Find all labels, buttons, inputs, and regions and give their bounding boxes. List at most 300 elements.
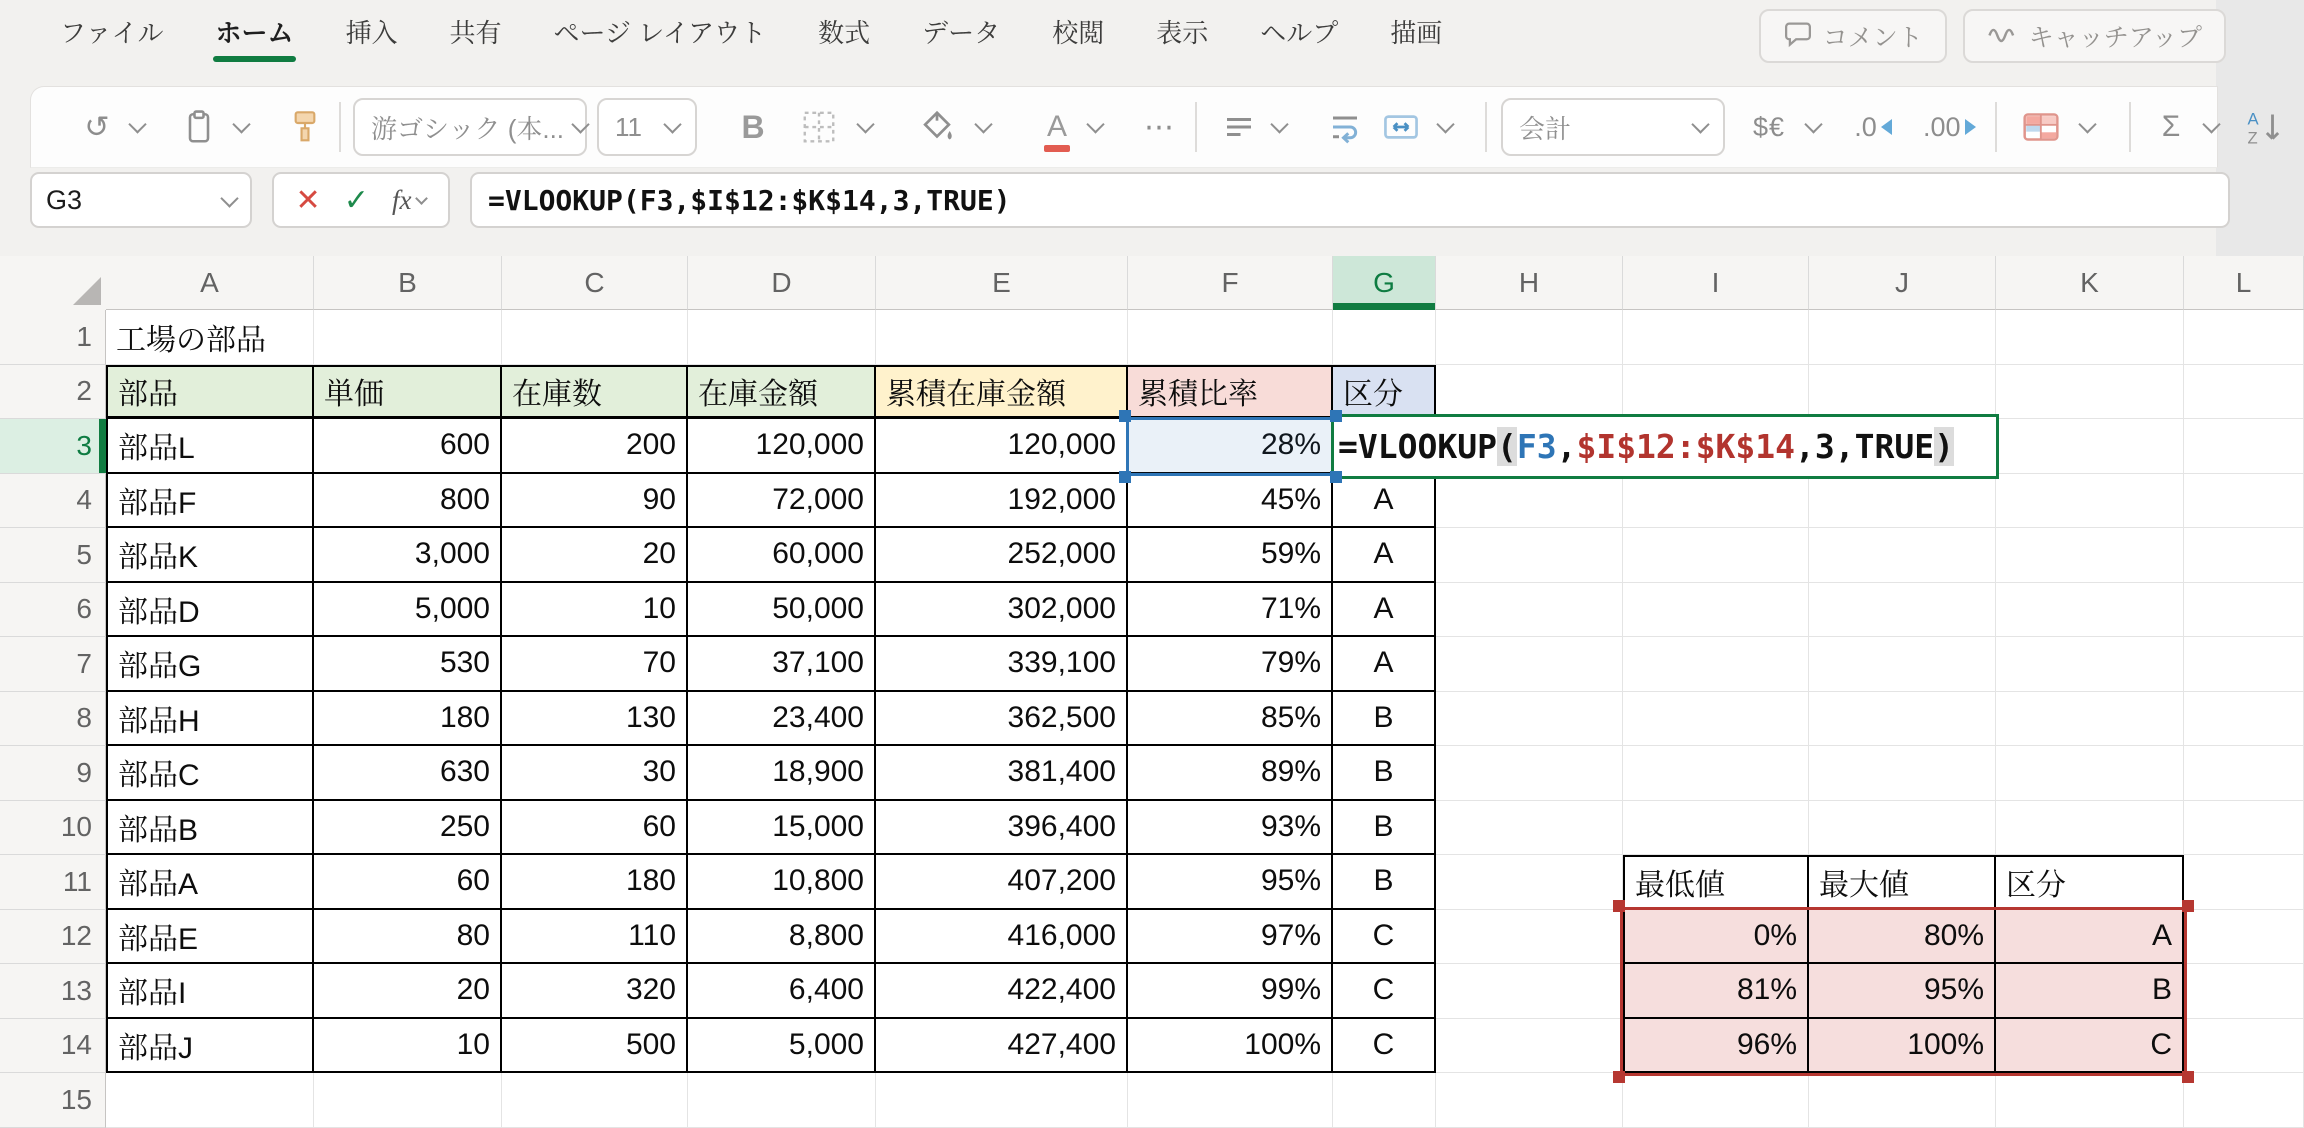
cell-H13[interactable] [1436, 964, 1623, 1019]
menu-tab-item[interactable]: 共有 [449, 18, 502, 48]
cell-L13[interactable] [2184, 964, 2304, 1019]
chevron-down-icon[interactable] [232, 115, 250, 133]
column-header-F[interactable]: F [1128, 256, 1333, 310]
column-header-I[interactable]: I [1623, 256, 1809, 310]
cell-K3[interactable] [1996, 419, 2184, 474]
table-cell-E12[interactable]: 416,000 [876, 910, 1128, 965]
table-cell-G4[interactable]: A [1333, 474, 1436, 529]
column-header-G[interactable]: G [1333, 256, 1436, 310]
table-cell-E14[interactable]: 427,400 [876, 1019, 1128, 1074]
conditional-formatting-button[interactable] [2019, 100, 2063, 154]
cell-H15[interactable] [1436, 1073, 1623, 1128]
table-cell-C5[interactable]: 20 [502, 528, 688, 583]
row-header-3[interactable]: 3 [0, 419, 106, 474]
table-cell-F3[interactable]: 28% [1128, 419, 1333, 474]
table-cell-G8[interactable]: B [1333, 692, 1436, 747]
table-cell-D3[interactable]: 120,000 [688, 419, 876, 474]
table-cell-D11[interactable]: 10,800 [688, 855, 876, 910]
table-cell-A10[interactable]: 部品B [106, 801, 314, 856]
menu-tab-item[interactable]: ヘルプ [1260, 18, 1339, 48]
sort-filter-button[interactable] [2243, 100, 2287, 154]
sheet-grid [0, 256, 2252, 1115]
table-cell-F4[interactable]: 45% [1128, 474, 1333, 529]
table-cell-G13[interactable]: C [1333, 964, 1436, 1019]
table-header-G2[interactable]: 区分 [1333, 365, 1436, 420]
cell-L7[interactable] [2184, 637, 2304, 692]
cell-K2[interactable] [1996, 365, 2184, 420]
table-cell-C11[interactable]: 180 [502, 855, 688, 910]
cell-H1[interactable] [1436, 310, 1623, 365]
font-color-button[interactable]: A [1035, 100, 1079, 154]
menu-tab-active[interactable]: ホーム [189, 0, 319, 66]
table-cell-C7[interactable]: 70 [502, 637, 688, 692]
cell-I4[interactable] [1623, 474, 1809, 529]
comment-bubble-icon [1783, 18, 1813, 55]
number-format-select-value: 会計 [1519, 113, 1572, 144]
cell-D15[interactable] [688, 1073, 876, 1128]
font-name-select[interactable] [353, 98, 587, 156]
row-header-8[interactable]: 8 [0, 692, 106, 747]
column-header-E[interactable]: E [876, 256, 1128, 310]
menu-tab-item[interactable]: ファイル [60, 18, 164, 48]
table-cell-F8[interactable]: 85% [1128, 692, 1333, 747]
table-cell-F6[interactable]: 71% [1128, 583, 1333, 638]
lookup-cell-J14[interactable]: 100% [1809, 1019, 1996, 1074]
increase-decimal-button[interactable]: .0 [1851, 100, 1895, 154]
table-cell-G14[interactable]: C [1333, 1019, 1436, 1074]
cell-H14[interactable] [1436, 1019, 1623, 1074]
cell-H4[interactable] [1436, 474, 1623, 529]
number-format-select[interactable] [1501, 98, 1725, 156]
chevron-down-icon[interactable] [974, 115, 992, 133]
borders-icon [800, 108, 838, 146]
cell-A15[interactable] [106, 1073, 314, 1128]
cell-H11[interactable] [1436, 855, 1623, 910]
painter-icon [289, 108, 321, 146]
table-cell-E9[interactable]: 381,400 [876, 746, 1128, 801]
cell-H2[interactable] [1436, 365, 1623, 420]
table-cell-A5[interactable]: 部品K [106, 528, 314, 583]
table-cell-A14[interactable]: 部品J [106, 1019, 314, 1074]
formula-text: =VLOOKUP(F3,$I$12:$K$14,3,TRUE) [488, 183, 1011, 217]
chevron-down-icon[interactable] [128, 115, 146, 133]
cell-L5[interactable] [2184, 528, 2304, 583]
formula-segment: , [1556, 426, 1577, 466]
divider-2 [1195, 102, 1197, 152]
formula-segment: $I$12:$K$14 [1576, 426, 1795, 466]
ref-handle[interactable] [1119, 471, 1131, 483]
cell-K5[interactable] [1996, 528, 2184, 583]
ref-handle[interactable] [1330, 410, 1342, 422]
cell-D1[interactable] [688, 310, 876, 365]
lookup-cell-K12[interactable]: A [1996, 910, 2184, 965]
enter-button[interactable]: ✓ [343, 183, 369, 217]
cell-I1[interactable] [1623, 310, 1809, 365]
cell-F1[interactable] [1128, 310, 1333, 365]
column-header-B[interactable]: B [314, 256, 502, 310]
formula-input[interactable] [470, 172, 2230, 228]
formula-bar [0, 172, 2216, 234]
cell-B15[interactable] [314, 1073, 502, 1128]
formula-segment: ) [1934, 426, 1954, 466]
lookup-header-I11[interactable]: 最低値 [1623, 855, 1809, 910]
lookup-cell-K14[interactable]: C [1996, 1019, 2184, 1074]
table-cell-B10[interactable]: 250 [314, 801, 502, 856]
cell-E15[interactable] [876, 1073, 1128, 1128]
table-cell-A11[interactable]: 部品A [106, 855, 314, 910]
formula-ref-highlight-F3[interactable] [1126, 417, 1335, 476]
table-cell-B8[interactable]: 180 [314, 692, 502, 747]
lookup-cell-I13[interactable]: 81% [1623, 964, 1809, 1019]
table-cell-A6[interactable]: 部品D [106, 583, 314, 638]
table-cell-A3[interactable]: 部品L [106, 419, 314, 474]
cell-I5[interactable] [1623, 528, 1809, 583]
undo-button[interactable]: ↺ [84, 110, 110, 144]
autosum-button[interactable]: Σ [2161, 110, 2181, 143]
table-cell-G7[interactable]: A [1333, 637, 1436, 692]
menu-tab-item[interactable]: データ [922, 18, 1001, 48]
cell-L9[interactable] [2184, 746, 2304, 801]
cell-L8[interactable] [2184, 692, 2304, 747]
lookup-cell-K13[interactable]: B [1996, 964, 2184, 1019]
wrap-icon [1327, 109, 1363, 145]
table-cell-C9[interactable]: 30 [502, 746, 688, 801]
font-color-bar [1044, 145, 1070, 152]
chevron-down-icon[interactable] [1270, 115, 1288, 133]
table-cell-B11[interactable]: 60 [314, 855, 502, 910]
chevron-down-icon[interactable] [1086, 115, 1104, 133]
table-cell-E6[interactable]: 302,000 [876, 583, 1128, 638]
row-header-12[interactable]: 12 [0, 910, 106, 965]
cell-I8[interactable] [1623, 692, 1809, 747]
wrap-text-button[interactable] [1323, 100, 1367, 154]
table-cell-F14[interactable]: 100% [1128, 1019, 1333, 1074]
chevron-down-icon [1691, 115, 1709, 133]
chevron-down-icon[interactable] [856, 115, 874, 133]
table-cell-D13[interactable]: 6,400 [688, 964, 876, 1019]
row-header-14[interactable]: 14 [0, 1019, 106, 1074]
table-header-E2[interactable]: 累積在庫金額 [876, 365, 1128, 420]
cell-L12[interactable] [2184, 910, 2304, 965]
table-cell-F12[interactable]: 97% [1128, 910, 1333, 965]
row-header-5[interactable]: 5 [0, 528, 106, 583]
table-cell-D5[interactable]: 60,000 [688, 528, 876, 583]
cell-L4[interactable] [2184, 474, 2304, 529]
merge-center-button[interactable] [1379, 100, 1423, 154]
cell-I2[interactable] [1623, 365, 1809, 420]
lookup-cell-J13[interactable]: 95% [1809, 964, 1996, 1019]
range-handle[interactable] [1613, 1071, 1625, 1083]
range-handle[interactable] [1613, 900, 1625, 912]
table-cell-D8[interactable]: 23,400 [688, 692, 876, 747]
table-cell-D7[interactable]: 37,100 [688, 637, 876, 692]
table-cell-A8[interactable]: 部品H [106, 692, 314, 747]
table-cell-D4[interactable]: 72,000 [688, 474, 876, 529]
table-cell-G9[interactable]: B [1333, 746, 1436, 801]
cell-K7[interactable] [1996, 637, 2184, 692]
cell-G15[interactable] [1333, 1073, 1436, 1128]
row-header-11[interactable]: 11 [0, 855, 106, 910]
table-cell-B7[interactable]: 530 [314, 637, 502, 692]
column-header-D[interactable]: D [688, 256, 876, 310]
menu-tab-item[interactable]: 表示 [1156, 18, 1209, 48]
table-cell-G6[interactable]: A [1333, 583, 1436, 638]
table-cell-F5[interactable]: 59% [1128, 528, 1333, 583]
table-cell-G5[interactable]: A [1333, 528, 1436, 583]
row-header-9[interactable]: 9 [0, 746, 106, 801]
table-cell-E3[interactable]: 120,000 [876, 419, 1128, 474]
svg-text:Z: Z [2247, 128, 2258, 148]
cell-H8[interactable] [1436, 692, 1623, 747]
cell-C15[interactable] [502, 1073, 688, 1128]
ref-handle[interactable] [1119, 410, 1131, 422]
row-header-4[interactable]: 4 [0, 474, 106, 529]
lookup-cell-J12[interactable]: 80% [1809, 910, 1996, 965]
table-cell-G12[interactable]: C [1333, 910, 1436, 965]
column-header-L[interactable]: L [2184, 256, 2304, 310]
column-header-K[interactable]: K [1996, 256, 2184, 310]
row-header-1[interactable]: 1 [0, 310, 106, 365]
table-cell-F10[interactable]: 93% [1128, 801, 1333, 856]
more-font-options-button[interactable]: ⋯ [1144, 110, 1174, 144]
table-header-A2[interactable]: 部品 [106, 365, 314, 420]
comments-button[interactable] [1759, 9, 1947, 63]
table-cell-A9[interactable]: 部品C [106, 746, 314, 801]
table-cell-B3[interactable]: 600 [314, 419, 502, 474]
cell-H9[interactable] [1436, 746, 1623, 801]
cell-I15[interactable] [1623, 1073, 1809, 1128]
cell-I9[interactable] [1623, 746, 1809, 801]
table-cell-C4[interactable]: 90 [502, 474, 688, 529]
font-name-select-value: 游ゴシック (本... [371, 113, 565, 144]
table-cell-E5[interactable]: 252,000 [876, 528, 1128, 583]
row-header-7[interactable]: 7 [0, 637, 106, 692]
menu-tab-item[interactable]: 数式 [818, 18, 871, 48]
cell-K15[interactable] [1996, 1073, 2184, 1128]
table-cell-E10[interactable]: 396,400 [876, 801, 1128, 856]
chevron-down-icon[interactable] [2202, 115, 2220, 133]
cell-H7[interactable] [1436, 637, 1623, 692]
table-cell-C8[interactable]: 130 [502, 692, 688, 747]
cell-J2[interactable] [1809, 365, 1996, 420]
font-size-select-value: 11 [615, 111, 642, 142]
row-header-13[interactable]: 13 [0, 964, 106, 1019]
chevron-down-icon [571, 115, 589, 133]
cell-J6[interactable] [1809, 583, 1996, 638]
table-cell-C3[interactable]: 200 [502, 419, 688, 474]
range-handle[interactable] [2182, 1071, 2194, 1083]
condfmt-icon [2020, 108, 2062, 146]
table-cell-E4[interactable]: 192,000 [876, 474, 1128, 529]
comments-button-label: コメント [1822, 24, 1923, 52]
cell-H6[interactable] [1436, 583, 1623, 638]
table-cell-B13[interactable]: 20 [314, 964, 502, 1019]
borders-button[interactable] [797, 100, 841, 154]
table-cell-E11[interactable]: 407,200 [876, 855, 1128, 910]
divider-4 [1995, 102, 1997, 152]
cell-L10[interactable] [2184, 801, 2304, 856]
cell-I10[interactable] [1623, 801, 1809, 856]
column-header-A[interactable]: A [106, 256, 314, 310]
align-button[interactable] [1217, 100, 1261, 154]
row-header-6[interactable]: 6 [0, 583, 106, 638]
catchup-wave-icon [1987, 19, 2019, 54]
table-cell-D14[interactable]: 5,000 [688, 1019, 876, 1074]
select-all-corner[interactable] [0, 256, 107, 311]
table-header-D2[interactable]: 在庫金額 [688, 365, 876, 420]
decimal-arrow-icon [1965, 119, 1976, 135]
sheet-title-cell[interactable]: 工場の部品 [116, 324, 266, 358]
table-cell-B6[interactable]: 5,000 [314, 583, 502, 638]
cell-J10[interactable] [1809, 801, 1996, 856]
cell-H5[interactable] [1436, 528, 1623, 583]
table-cell-F11[interactable]: 95% [1128, 855, 1333, 910]
chevron-down-icon [220, 189, 238, 207]
cell-J4[interactable] [1809, 474, 1996, 529]
table-cell-E13[interactable]: 422,400 [876, 964, 1128, 1019]
merge-icon [1381, 109, 1421, 145]
cell-K6[interactable] [1996, 583, 2184, 638]
cell-L15[interactable] [2184, 1073, 2304, 1128]
table-cell-F13[interactable]: 99% [1128, 964, 1333, 1019]
table-cell-A13[interactable]: 部品I [106, 964, 314, 1019]
table-cell-B5[interactable]: 3,000 [314, 528, 502, 583]
table-cell-B12[interactable]: 80 [314, 910, 502, 965]
cell-L11[interactable] [2184, 855, 2304, 910]
cell-J7[interactable] [1809, 637, 1996, 692]
table-cell-C14[interactable]: 500 [502, 1019, 688, 1074]
catchup-button-label: キャッチアップ [2028, 24, 2202, 52]
decimal-arrow-icon [1881, 119, 1892, 135]
table-cell-G11[interactable]: B [1333, 855, 1436, 910]
cell-L2[interactable] [2184, 365, 2304, 420]
formula-segment: ,3,TRUE [1795, 426, 1935, 466]
table-cell-C12[interactable]: 110 [502, 910, 688, 965]
cell-L6[interactable] [2184, 583, 2304, 638]
cell-J5[interactable] [1809, 528, 1996, 583]
formula-segment: ( [1496, 426, 1517, 466]
table-header-B2[interactable]: 単価 [314, 365, 502, 420]
table-cell-B9[interactable]: 630 [314, 746, 502, 801]
cell-G1[interactable] [1333, 310, 1436, 365]
font-size-select[interactable] [597, 98, 697, 156]
table-cell-D9[interactable]: 18,900 [688, 746, 876, 801]
decrease-decimal-button[interactable]: .00 [1923, 100, 1976, 154]
paste-button[interactable] [177, 100, 221, 154]
cell-J8[interactable] [1809, 692, 1996, 747]
formula-range-highlight-I12-K14[interactable] [1620, 907, 2187, 1077]
currency-format-button[interactable]: $€ [1752, 111, 1786, 142]
table-cell-D10[interactable]: 15,000 [688, 801, 876, 856]
table-cell-D6[interactable]: 50,000 [688, 583, 876, 638]
name-box[interactable] [30, 172, 252, 228]
table-cell-C6[interactable]: 10 [502, 583, 688, 638]
catchup-button[interactable] [1963, 9, 2226, 63]
menu-right-buttons [1759, 9, 2226, 63]
table-cell-F9[interactable]: 89% [1128, 746, 1333, 801]
row-header-15[interactable]: 15 [0, 1073, 106, 1128]
table-cell-D12[interactable]: 8,800 [688, 910, 876, 965]
lookup-cell-I14[interactable]: 96% [1623, 1019, 1809, 1074]
column-header-C[interactable]: C [502, 256, 688, 310]
align-icon [1221, 109, 1257, 145]
cell-H12[interactable] [1436, 910, 1623, 965]
chevron-down-icon[interactable] [1804, 115, 1822, 133]
table-cell-A4[interactable]: 部品F [106, 474, 314, 529]
fx-icon: fx [391, 184, 412, 215]
bold-button[interactable]: B [741, 108, 765, 145]
column-header-H[interactable]: H [1436, 256, 1623, 310]
row-header-10[interactable]: 10 [0, 801, 106, 856]
cell-K8[interactable] [1996, 692, 2184, 747]
table-header-C2[interactable]: 在庫数 [502, 365, 688, 420]
format-painter-button[interactable] [283, 100, 327, 154]
cell-J9[interactable] [1809, 746, 1996, 801]
table-cell-G10[interactable]: B [1333, 801, 1436, 856]
cell-L1[interactable] [2184, 310, 2304, 365]
cell-K9[interactable] [1996, 746, 2184, 801]
cell-L3[interactable] [2184, 419, 2304, 474]
table-cell-F7[interactable]: 79% [1128, 637, 1333, 692]
fill-color-button[interactable] [915, 100, 959, 154]
menu-tab-item[interactable]: ページ レイアウト [553, 18, 767, 48]
chevron-down-icon[interactable] [1436, 115, 1454, 133]
cell-L14[interactable] [2184, 1019, 2304, 1074]
menu-tab-item[interactable]: 挿入 [345, 18, 398, 48]
lookup-cell-I12[interactable]: 0% [1623, 910, 1809, 965]
table-cell-A12[interactable]: 部品E [106, 910, 314, 965]
table-cell-A7[interactable]: 部品G [106, 637, 314, 692]
ref-handle[interactable] [1330, 471, 1342, 483]
menu-bar [0, 0, 2216, 66]
formula-segment: F3 [1516, 426, 1557, 466]
cell-edit-box-G3[interactable] [1331, 414, 1999, 479]
lookup-header-K11[interactable]: 区分 [1996, 855, 2184, 910]
menu-tab-item[interactable]: 校閲 [1052, 18, 1105, 48]
table-cell-B4[interactable]: 800 [314, 474, 502, 529]
cell-K4[interactable] [1996, 474, 2184, 529]
svg-text:A: A [2247, 109, 2259, 129]
range-handle[interactable] [2182, 900, 2194, 912]
table-cell-E7[interactable]: 339,100 [876, 637, 1128, 692]
chevron-down-icon [663, 115, 681, 133]
chevron-down-icon[interactable] [2078, 115, 2096, 133]
cell-J15[interactable] [1809, 1073, 1996, 1128]
cell-H10[interactable] [1436, 801, 1623, 856]
table-cell-C10[interactable]: 60 [502, 801, 688, 856]
row-header-2[interactable]: 2 [0, 365, 106, 420]
name-box-value: G3 [46, 184, 83, 215]
menu-tab-item[interactable]: 描画 [1390, 18, 1443, 48]
cell-K1[interactable] [1996, 310, 2184, 365]
table-cell-E8[interactable]: 362,500 [876, 692, 1128, 747]
formula-buttons [272, 172, 450, 228]
column-header-J[interactable]: J [1809, 256, 1996, 310]
cell-K10[interactable] [1996, 801, 2184, 856]
insert-function-button[interactable] [392, 185, 427, 216]
cancel-button[interactable]: ✕ [295, 183, 321, 217]
table-cell-C13[interactable]: 320 [502, 964, 688, 1019]
cell-F15[interactable] [1128, 1073, 1333, 1128]
ribbon-toolbar [30, 86, 2259, 168]
lookup-header-J11[interactable]: 最大値 [1809, 855, 1996, 910]
table-cell-B14[interactable]: 10 [314, 1019, 502, 1074]
cell-E1[interactable] [876, 310, 1128, 365]
cell-I7[interactable] [1623, 637, 1809, 692]
table-header-F2[interactable]: 累積比率 [1128, 365, 1333, 420]
cell-I6[interactable] [1623, 583, 1809, 638]
cell-J1[interactable] [1809, 310, 1996, 365]
